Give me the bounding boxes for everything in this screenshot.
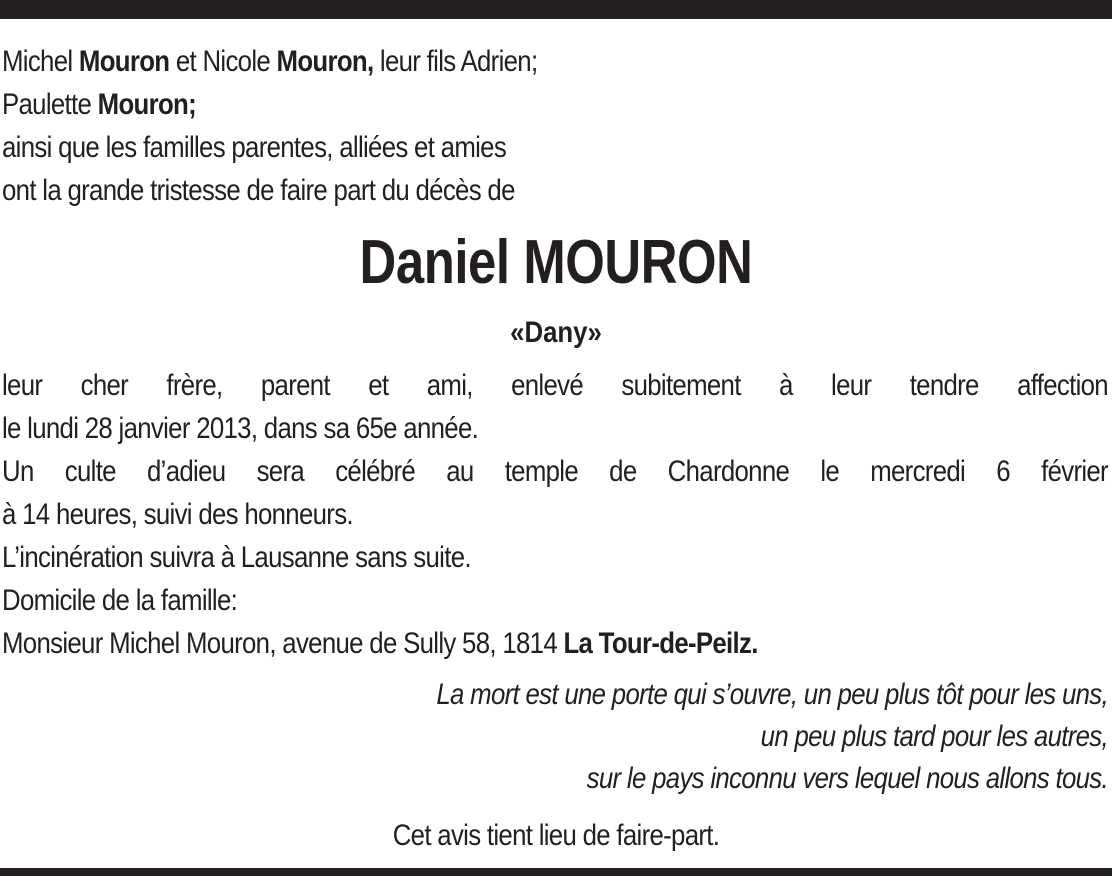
closing-text: Cet avis tient lieu de faire-part. — [392, 819, 720, 852]
intro-line-2: Paulette Mouron; — [2, 88, 196, 121]
family-announcement — [2, 40, 1108, 212]
deceased-nickname: «Dany» — [510, 316, 602, 349]
body-line-6: Domicile de la famille: — [2, 584, 238, 617]
quote-line-2: un peu plus tard pour les autres, — [760, 720, 1108, 753]
body-line-5: L’incinération suivra à Lausanne sans suite. — [2, 541, 471, 574]
body-line-4: à 14 heures, suivi des honneurs. — [2, 498, 353, 531]
deceased-name: Daniel MOURON — [359, 228, 753, 297]
bottom-border-rule — [0, 868, 1112, 876]
closing-note — [0, 815, 1112, 857]
top-border-rule — [0, 0, 1112, 19]
memorial-quote — [8, 674, 1108, 800]
death-notice-body — [2, 364, 1108, 665]
family-address: Monsieur Michel Mouron, avenue de Sully 58, 1814 La Tour-de-Peilz. — [2, 627, 758, 660]
intro-line-3: ainsi que les familles parentes, alliées et amies — [2, 131, 507, 164]
body-line-3: Un culte d’adieu sera célébré au temple de Chardonne le mercredi 6 février — [2, 455, 1108, 488]
body-line-2: le lundi 28 janvier 2013, dans sa 65e année. — [2, 412, 479, 445]
intro-line-4: ont la grande tristesse de faire part du décès de — [2, 174, 515, 207]
quote-line-1: La mort est une porte qui s’ouvre, un peu plus tôt pour les uns, — [436, 678, 1108, 711]
body-line-1: leur cher frère, parent et ami, enlevé subitement à leur tendre affection — [2, 369, 1108, 402]
quote-line-3: sur le pays inconnu vers lequel nous allons tous. — [586, 762, 1108, 795]
intro-line-1: Michel Mouron et Nicole Mouron, leur fils Adrien; — [2, 45, 538, 78]
